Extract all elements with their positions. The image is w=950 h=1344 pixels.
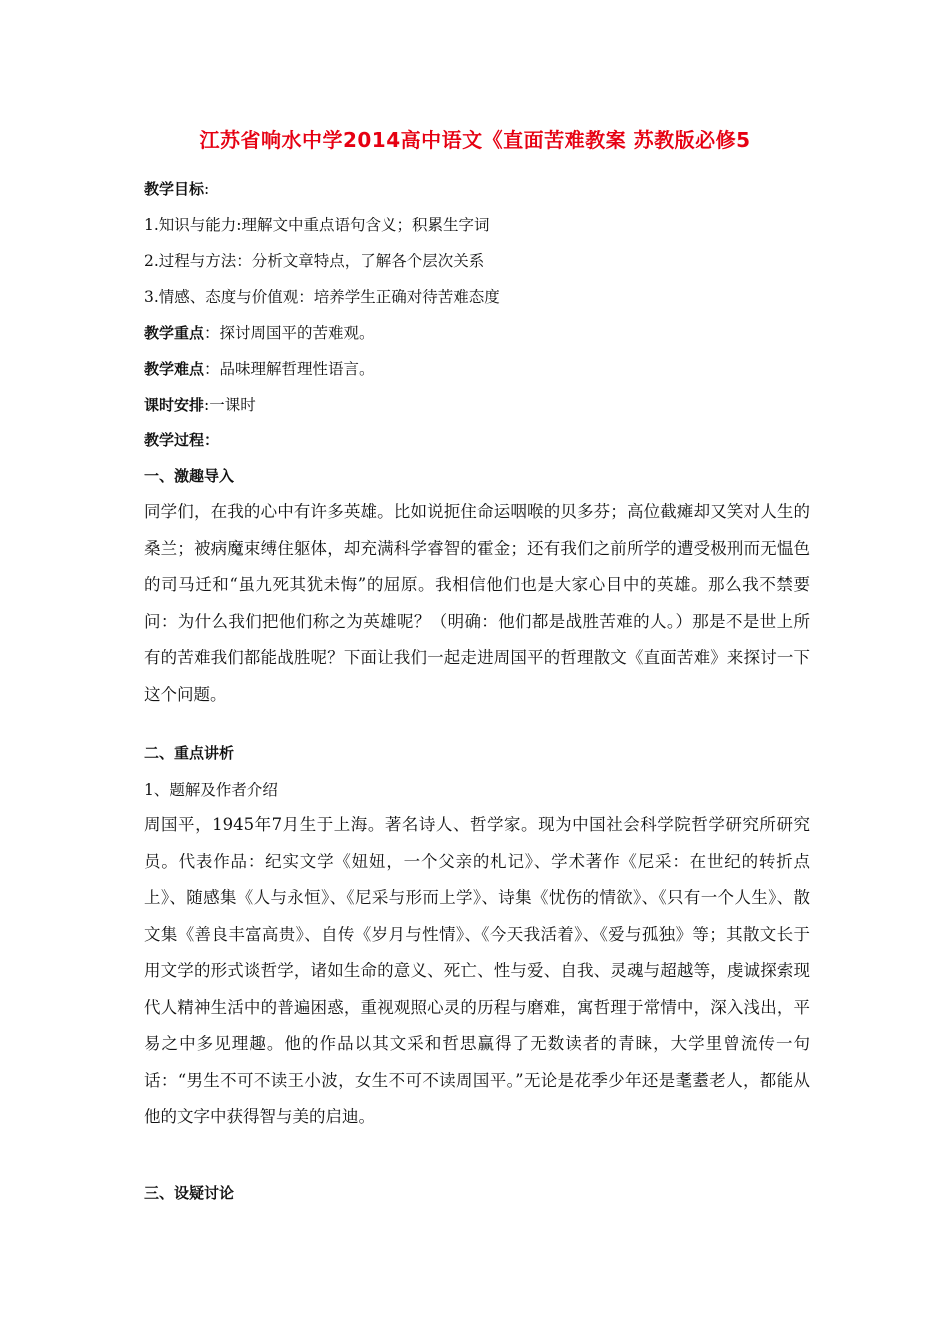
- schedule-text: :一课时: [204, 396, 256, 414]
- document-title: 江苏省响水中学2014高中语文《直面苦难教案 苏教版必修5: [199, 128, 751, 152]
- section-1-heading: 一、激趣导入: [144, 467, 235, 485]
- teaching-focus: [144, 321, 375, 343]
- class-schedule: [144, 393, 256, 415]
- objectives-heading: 教学目标: [144, 180, 205, 198]
- section-2-paragraph: 周国平，1945年7月生于上海。著名诗人、哲学家。现为中国社会科学院哲学研究所研究员。代表作品：纪实文学《妞妞，一个父亲的札记》、学术著作《尼采：在世纪的转折点上》、随感集《人与永恒》、《尼采与形而上学》、诗集《忧伤的情欲》、《只有一个人生》、散文集《善良丰富高贵》、自传《岁月与性情》、《今天我活着》、《爱与孤独》等；其散文长于用文学的形式谈哲学，诸如生命的意义、死亡、性与爱、自我、灵魂与超越等，虔诚探索现代人精神生活中的普遍困惑，重视观照心灵的历程与磨难，寓哲理于常情中，深入浅出，平易之中多见理趣。他的作品以其文采和哲思赢得了无数读者的青睐，大学里曾流传一句话：“男生不可不读王小波，女生不可不读周国平。”无论是花季少年还是耄耋老人，都能从他的文字中获得智与美的启迪。: [144, 815, 810, 1126]
- objective-2: 2.过程与方法：分析文章特点，了解各个层次关系: [144, 252, 485, 270]
- objectives-colon: :: [204, 180, 210, 198]
- focus-text: ：探讨周国平的苦难观。: [204, 324, 375, 342]
- objective-1: 1.知识与能力:理解文中重点语句含义；积累生字词: [144, 216, 490, 234]
- teaching-difficulty: [144, 357, 375, 379]
- section-2-heading: 二、重点讲析: [144, 744, 235, 762]
- objective-3: 3.情感、态度与价值观：培养学生正确对待苦难态度: [144, 288, 500, 306]
- difficulty-text: ：品味理解哲理性语言。: [204, 360, 375, 378]
- subsection-1-heading: 1、题解及作者介绍: [144, 781, 278, 799]
- objectives-line: [144, 178, 209, 199]
- process-heading: 教学过程：: [144, 431, 220, 449]
- focus-label: 教学重点: [144, 324, 205, 342]
- difficulty-label: 教学难点: [144, 360, 205, 378]
- section-3-heading: 三、设疑讨论: [144, 1184, 235, 1202]
- section-1-paragraph: 同学们，在我的心中有许多英雄。比如说扼住命运咽喉的贝多芬；高位截瘫却又笑对人生的桑兰；被病魔束缚住躯体，却充满科学睿智的霍金；还有我们之前所学的遭受极刑而无愠色的司马迁和“虽九死其犹未悔”的屈原。我相信他们也是大家心目中的英雄。那么我不禁要问：为什么我们把他们称之为英雄呢？（明确：他们都是战胜苦难的人。）那是不是世上所有的苦难我们都能战胜呢？下面让我们一起走进周国平的哲理散文《直面苦难》来探讨一下这个问题。: [144, 502, 810, 704]
- schedule-label: 课时安排: [144, 396, 205, 414]
